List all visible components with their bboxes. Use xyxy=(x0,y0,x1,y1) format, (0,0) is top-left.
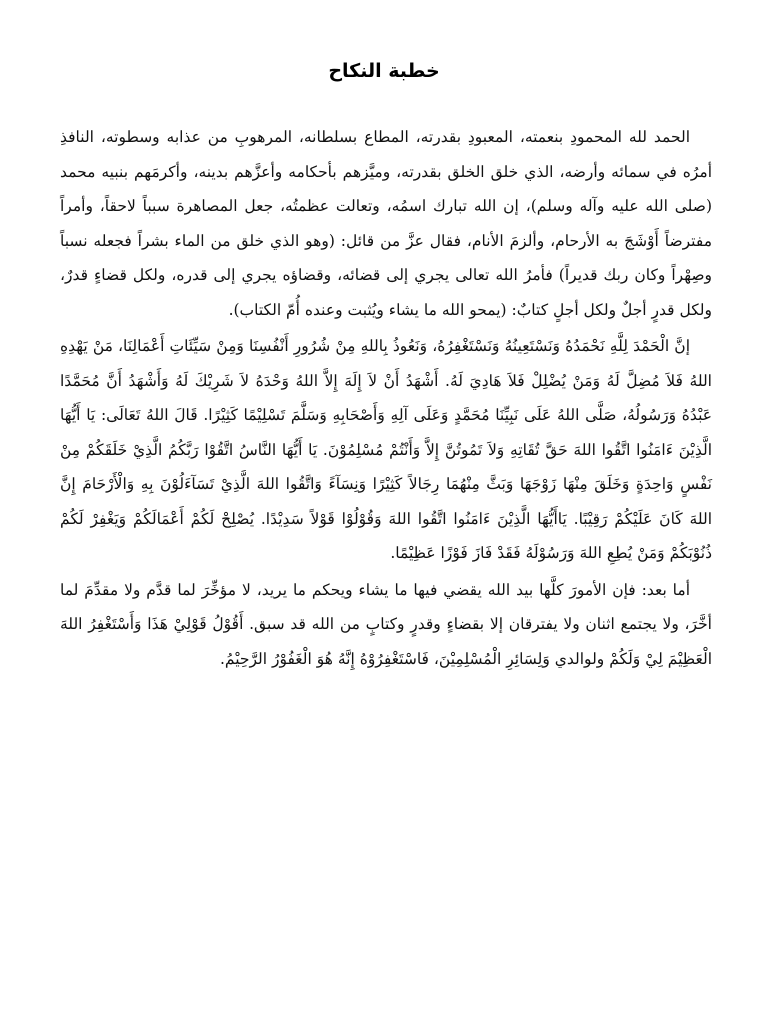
paragraph-opening-praise: الحمد لله المحمودِ بنعمته، المعبودِ بقدرته، المطاع بسلطانه، المرهوبِ من عذابه وسطوته، النافذِ أمرُه في سمائه وأرضه، الذي خلق الخلق بقدرته، وميَّزهم بأحكامه وأعزَّهم بدينه، وأكرمَهم بنبيه محمد (صلى الله عليه وآله وسلم)، إن الله تبارك اسمُه، وتعالت عظمتُه، جعل المصاهرة سبباً لاحقاً، وأمراً مفترضاً أَوْشَجَ به الأرحام، وألزمَ الأنام، فقال عزَّ من قائل: (وهو الذي خلق من الماء بشراً فجعله نسباً وصِهْراً وكان ربك قديراً) فأمرُ الله تعالى يجري إلى قضائه، وقضاؤه يجري إلى قدره، ولكل قضاءٍ قدرٌ، ولكل قدرٍ أجلٌ ولكل أجلٍ كتابٌ: (يمحو الله ما يشاء ويُثبت وعنده أُمّ الكتاب). xyxy=(60,128,712,319)
document-body xyxy=(60,120,712,676)
paragraph-khutbat-al-hajah: إنَّ الْحَمْدَ لِلَّهِ نَحْمَدُهُ وَنَسْتَعِينُهُ وَنَسْتَغْفِرُهُ، وَنَعُوذُ بِاللهِ مِنْ شُرُورِ أَنْفُسِنَا وَمِنْ سَيِّئَاتِ أَعْمَالِنَا، مَنْ يَهْدِهِ اللهُ فَلاَ مُضِلَّ لَهُ وَمَنْ يُضْلِلْ فَلاَ هَادِيَ لَهُ. أَشْهَدُ أَنْ لاَ إِلَهَ إِلاَّ اللهُ وَحْدَهُ لاَ شَرِيْكَ لَهُ وَأَشْهَدُ أَنَّ مُحَمَّدًا عَبْدُهُ وَرَسُولُهُ، صَلَّى اللهُ عَلَى نَبِيِّنَا مُحَمَّدٍ وَعَلَى آلِهِ وَأَصْحَابِهِ وَسَلَّمَ تَسْلِيْمًا كَثِيْرًا. قَالَ اللهُ تَعَالَى: يَا أَيُّهَا الَّذِيْنَ ءَامَنُوا اتَّقُوا اللهَ حَقَّ تُقَاتِهِ وَلاَ تَمُوتُنَّ إِلاَّ وَأَنْتُمْ مُسْلِمُوْنَ. يَا أَيُّهَا النَّاسُ اتَّقُوْا رَبَّكُمُ الَّذِيْ خَلَقَكُمْ مِنْ نَفْسٍ وَاحِدَةٍ وَخَلَقَ مِنْهَا زَوْجَهَا وَبَثَّ مِنْهُمَا رِجَالاً كَثِيْرًا وَنِسَآءً وَاتَّقُوا اللهَ الَّذِيْ تَسَآءَلُوْنَ بِهِ وَالْأَرْحَامَ إِنَّ اللهَ كَانَ عَلَيْكُمْ رَقِيْبًا. يَاأَيُّهَا الَّذِيْنَ ءَامَنُوا اتَّقُوا اللهَ وَقُوْلُوْا قَوْلاً سَدِيْدًا. يُصْلِحْ لَكُمْ أَعْمَالَكُمْ وَيَغْفِرْ لَكُمْ ذُنُوْبَكُمْ وَمَنْ يُطِعِ اللهَ وَرَسُوْلَهُ فَقَدْ فَازَ فَوْزًا عَظِيْمًا. xyxy=(60,337,712,562)
paragraph-amma-bad: أما بعد: فإن الأمورَ كلَّها بيد الله يقضي فيها ما يشاء ويحكم ما يريد، لا مؤخِّرَ لما قدَّم ولا مقدِّمَ لما أخَّرَ، ولا يجتمع اثنان ولا يفترقان إلا بقضاءٍ وقدرٍ وكتابٍ من الله قد سبق. أَقُوْلُ قَوْلِيْ هَذَا وَأَسْتَغْفِرُ اللهَ الْعَظِيْمَ لِيْ وَلَكُمْ ولوالدي وَلِسَائِرِ الْمُسْلِمِيْنَ، فَاسْتَغْفِرُوْهُ إِنَّهُ هُوَ الْغَفُوْرُ الرَّحِيْمُ. xyxy=(60,580,712,668)
document-title: خطبة النكاح xyxy=(328,60,440,82)
